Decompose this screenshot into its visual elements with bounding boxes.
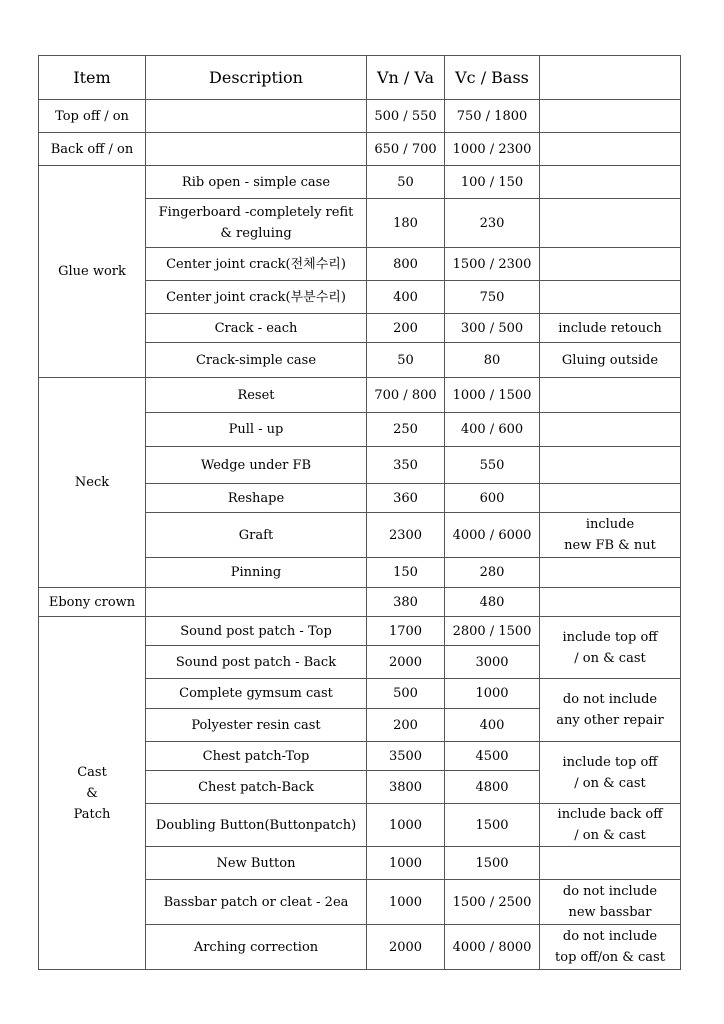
group-cell-cast-patch: Cast & Patch bbox=[39, 617, 146, 970]
desc-cell: Wedge under FB bbox=[146, 447, 367, 484]
vc-cell: 550 bbox=[445, 447, 540, 484]
vc-cell: 280 bbox=[445, 558, 540, 588]
vn-cell: 180 bbox=[367, 199, 445, 248]
vn-cell: 200 bbox=[367, 314, 445, 343]
note-cell bbox=[540, 847, 681, 880]
group-cell-neck: Neck bbox=[39, 378, 146, 588]
vc-cell: 4000 / 6000 bbox=[445, 513, 540, 558]
vc-cell: 1500 / 2500 bbox=[445, 880, 540, 925]
desc-cell bbox=[146, 588, 367, 617]
vc-cell: 80 bbox=[445, 343, 540, 378]
vn-cell: 2300 bbox=[367, 513, 445, 558]
table-row bbox=[39, 617, 681, 646]
vc-cell: 1000 / 2300 bbox=[445, 133, 540, 166]
vn-cell: 800 bbox=[367, 248, 445, 281]
desc-cell: New Button bbox=[146, 847, 367, 880]
note-cell: include top off / on & cast bbox=[540, 742, 681, 804]
header-note bbox=[540, 56, 681, 100]
note-cell: do not include new bassbar bbox=[540, 880, 681, 925]
note-cell: include back off / on & cast bbox=[540, 804, 681, 847]
desc-cell: Center joint crack(전체수리) bbox=[146, 248, 367, 281]
vn-cell: 400 bbox=[367, 281, 445, 314]
note-cell: do not include top off/on & cast bbox=[540, 925, 681, 970]
table-row bbox=[39, 133, 681, 166]
vn-cell: 1000 bbox=[367, 847, 445, 880]
desc-cell: Chest patch-Back bbox=[146, 771, 367, 804]
vc-cell: 1000 / 1500 bbox=[445, 378, 540, 413]
table-row bbox=[39, 166, 681, 199]
vc-cell: 2800 / 1500 bbox=[445, 617, 540, 646]
vc-cell: 1000 bbox=[445, 679, 540, 709]
vn-cell: 1000 bbox=[367, 880, 445, 925]
vn-cell: 500 / 550 bbox=[367, 100, 445, 133]
desc-cell: Crack-simple case bbox=[146, 343, 367, 378]
vn-cell: 50 bbox=[367, 166, 445, 199]
vn-cell: 150 bbox=[367, 558, 445, 588]
note-cell bbox=[540, 248, 681, 281]
desc-cell: Doubling Button(Buttonpatch) bbox=[146, 804, 367, 847]
vn-cell: 360 bbox=[367, 484, 445, 513]
vn-cell: 350 bbox=[367, 447, 445, 484]
desc-cell: Chest patch-Top bbox=[146, 742, 367, 771]
note-cell bbox=[540, 166, 681, 199]
header-description: Description bbox=[146, 56, 367, 100]
vn-cell: 1000 bbox=[367, 804, 445, 847]
vc-cell: 750 bbox=[445, 281, 540, 314]
desc-cell: Reset bbox=[146, 378, 367, 413]
item-cell: Top off / on bbox=[39, 100, 146, 133]
price-table bbox=[38, 55, 681, 970]
vc-cell: 750 / 1800 bbox=[445, 100, 540, 133]
note-cell bbox=[540, 413, 681, 447]
note-cell bbox=[540, 588, 681, 617]
note-cell bbox=[540, 484, 681, 513]
desc-cell: Rib open - simple case bbox=[146, 166, 367, 199]
vc-cell: 600 bbox=[445, 484, 540, 513]
note-cell: do not include any other repair bbox=[540, 679, 681, 742]
group-cell-glue-work: Glue work bbox=[39, 166, 146, 378]
desc-cell: Center joint crack(부분수리) bbox=[146, 281, 367, 314]
note-cell: include new FB & nut bbox=[540, 513, 681, 558]
vc-cell: 1500 / 2300 bbox=[445, 248, 540, 281]
vn-cell: 3800 bbox=[367, 771, 445, 804]
vn-cell: 2000 bbox=[367, 925, 445, 970]
desc-cell: Arching correction bbox=[146, 925, 367, 970]
header-item: Item bbox=[39, 56, 146, 100]
note-cell bbox=[540, 133, 681, 166]
desc-cell: Sound post patch - Top bbox=[146, 617, 367, 646]
desc-cell: Reshape bbox=[146, 484, 367, 513]
vn-cell: 3500 bbox=[367, 742, 445, 771]
desc-cell bbox=[146, 133, 367, 166]
desc-cell: Pull - up bbox=[146, 413, 367, 447]
desc-cell: Crack - each bbox=[146, 314, 367, 343]
vn-cell: 500 bbox=[367, 679, 445, 709]
vn-cell: 250 bbox=[367, 413, 445, 447]
note-cell bbox=[540, 199, 681, 248]
vn-cell: 50 bbox=[367, 343, 445, 378]
vc-cell: 4800 bbox=[445, 771, 540, 804]
desc-cell: Sound post patch - Back bbox=[146, 646, 367, 679]
note-cell bbox=[540, 378, 681, 413]
vc-cell: 480 bbox=[445, 588, 540, 617]
vn-cell: 1700 bbox=[367, 617, 445, 646]
vc-cell: 1500 bbox=[445, 847, 540, 880]
desc-cell: Graft bbox=[146, 513, 367, 558]
desc-cell: Fingerboard -completely refit & regluing bbox=[146, 199, 367, 248]
note-cell: Gluing outside bbox=[540, 343, 681, 378]
item-cell: Back off / on bbox=[39, 133, 146, 166]
table-row bbox=[39, 100, 681, 133]
header-vn-va: Vn / Va bbox=[367, 56, 445, 100]
item-cell: Ebony crown bbox=[39, 588, 146, 617]
vn-cell: 380 bbox=[367, 588, 445, 617]
vn-cell: 200 bbox=[367, 709, 445, 742]
note-cell bbox=[540, 281, 681, 314]
table-row bbox=[39, 588, 681, 617]
note-cell bbox=[540, 100, 681, 133]
desc-cell: Pinning bbox=[146, 558, 367, 588]
vc-cell: 4500 bbox=[445, 742, 540, 771]
table-row bbox=[39, 378, 681, 413]
vc-cell: 1500 bbox=[445, 804, 540, 847]
header-row bbox=[39, 56, 681, 100]
desc-cell bbox=[146, 100, 367, 133]
vc-cell: 100 / 150 bbox=[445, 166, 540, 199]
vc-cell: 300 / 500 bbox=[445, 314, 540, 343]
vn-cell: 700 / 800 bbox=[367, 378, 445, 413]
desc-cell: Polyester resin cast bbox=[146, 709, 367, 742]
desc-cell: Complete gymsum cast bbox=[146, 679, 367, 709]
vc-cell: 4000 / 8000 bbox=[445, 925, 540, 970]
header-vc-bass: Vc / Bass bbox=[445, 56, 540, 100]
vc-cell: 400 / 600 bbox=[445, 413, 540, 447]
note-cell bbox=[540, 558, 681, 588]
note-cell: include top off / on & cast bbox=[540, 617, 681, 679]
vc-cell: 400 bbox=[445, 709, 540, 742]
vc-cell: 230 bbox=[445, 199, 540, 248]
vn-cell: 650 / 700 bbox=[367, 133, 445, 166]
desc-cell: Bassbar patch or cleat - 2ea bbox=[146, 880, 367, 925]
note-cell bbox=[540, 447, 681, 484]
note-cell: include retouch bbox=[540, 314, 681, 343]
vn-cell: 2000 bbox=[367, 646, 445, 679]
vc-cell: 3000 bbox=[445, 646, 540, 679]
